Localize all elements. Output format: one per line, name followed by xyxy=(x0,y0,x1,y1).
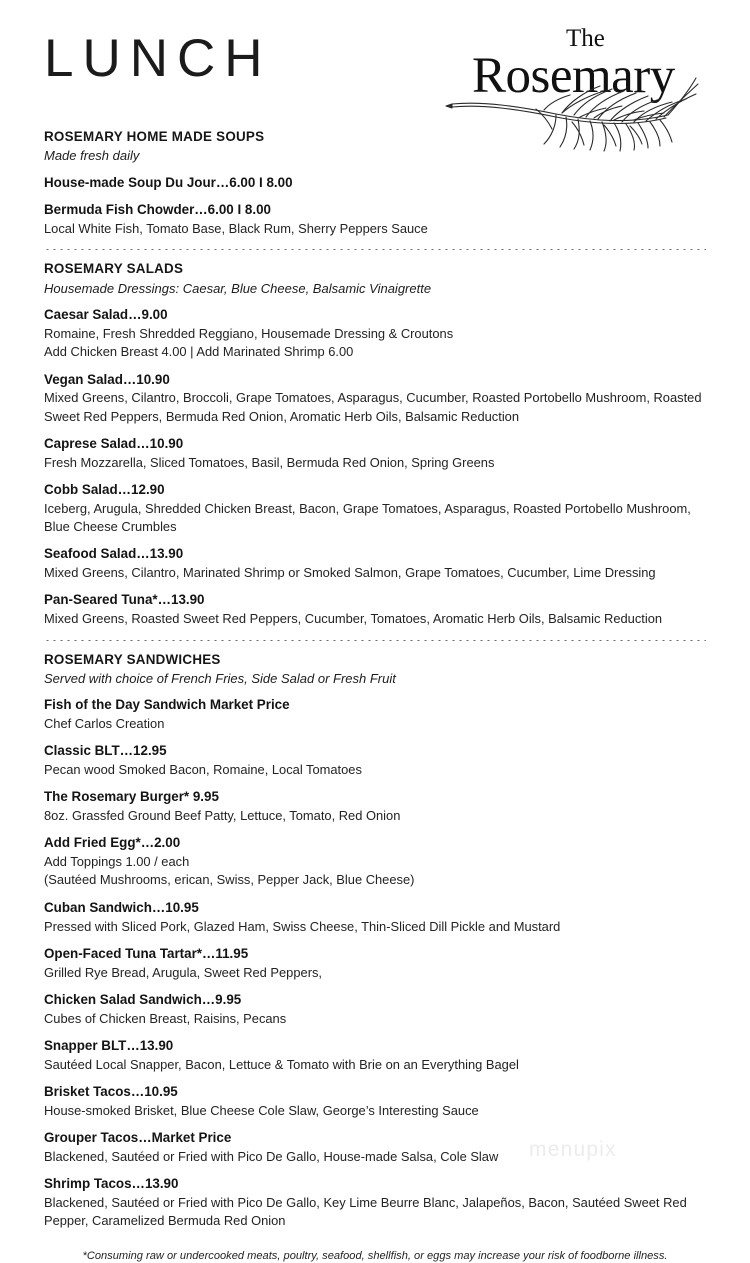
menu-item-name: Chicken Salad Sandwich…9.95 xyxy=(44,991,242,1007)
menu-item-description: Fresh Mozzarella, Sliced Tomatoes, Basil, Bermuda Red Onion, Spring Greens xyxy=(44,454,495,470)
menu-item xyxy=(44,306,706,361)
menu-item xyxy=(44,991,706,1028)
section-sandwiches xyxy=(44,651,706,1231)
menu-item-description: Blackened, Sautéed or Fried with Pico De Gallo, Key Lime Beurre Blanc, Jalapeños, Bacon, Sautéed Sweet Red Pepper, Caramelized Bermuda Red Onion xyxy=(44,1195,687,1229)
allergen-footnote: *Consuming raw or undercooked meats, poultry, seafood, shellfish, or eggs may increase your risk of foodborne illness. xyxy=(82,1249,668,1262)
menu-item-name: Fish of the Day Sandwich Market Price xyxy=(44,697,290,713)
menu-item-description: Mixed Greens, Cilantro, Broccoli, Grape Tomatoes, Asparagus, Cucumber, Roasted Portobello Mushroom, Roasted Sweet Red Peppers, Bermuda Red Onion, Aromatic Herb Oils, Balsamic Reduction xyxy=(44,390,702,424)
menu-item xyxy=(44,371,706,426)
menu-item xyxy=(44,591,706,628)
section-soups xyxy=(44,128,706,238)
menu-item-description: Local White Fish, Tomato Base, Black Rum, Sherry Peppers Sauce xyxy=(44,221,428,237)
menu-item-name: House-made Soup Du Jour…6.00 I 8.00 xyxy=(44,174,293,190)
menu-item-description: Romaine, Fresh Shredded Reggiano, Housemade Dressing & Croutons Add Chicken Breast 4.00 | Add Marinated Shrimp 6.00 xyxy=(44,325,454,360)
menu-item xyxy=(44,201,706,238)
menu-item xyxy=(44,696,706,733)
menu-item xyxy=(44,545,706,582)
menu-item-name: Cuban Sandwich…10.95 xyxy=(44,899,199,915)
section-title: ROSEMARY HOME MADE SOUPS xyxy=(44,129,265,144)
section-divider xyxy=(44,640,706,641)
menu-item-name: Seafood Salad…13.90 xyxy=(44,546,184,562)
section-title: ROSEMARY SANDWICHES xyxy=(44,651,221,667)
menu-item-description: 8oz. Grassfed Ground Beef Patty, Lettuce, Tomato, Red Onion xyxy=(44,808,401,824)
menu-item xyxy=(44,945,706,982)
menu-item-description: Pressed with Sliced Pork, Glazed Ham, Swiss Cheese, Thin-Sliced Dill Pickle and Mustard xyxy=(44,918,561,934)
menu-item xyxy=(44,435,706,472)
menu-item-name: Snapper BLT…13.90 xyxy=(44,1038,174,1054)
menu-item-name: Pan-Seared Tuna*…13.90 xyxy=(44,592,205,608)
menu-header xyxy=(0,0,750,128)
menu-item xyxy=(44,742,706,779)
menu-item-description: Chef Carlos Creation xyxy=(44,715,165,731)
menupix-watermark: menupix xyxy=(529,1138,617,1161)
menu-item-description: House-smoked Brisket, Blue Cheese Cole Slaw, George’s Interesting Sauce xyxy=(44,1102,479,1118)
section-salads xyxy=(44,260,706,628)
menu-item-name: Add Fried Egg*…2.00 xyxy=(44,835,181,851)
menu-item-name: Grouper Tacos…Market Price xyxy=(44,1130,232,1146)
menu-item-description: Mixed Greens, Cilantro, Marinated Shrimp or Smoked Salmon, Grape Tomatoes, Cucumber, Lime Dressing xyxy=(44,565,656,581)
menu-item-name: Classic BLT…12.95 xyxy=(44,743,167,759)
menu-content xyxy=(0,128,750,1263)
section-subtitle: Made fresh daily xyxy=(44,148,140,164)
menu-item-description: Sautéed Local Snapper, Bacon, Lettuce & Tomato with Brie on an Everything Bagel xyxy=(44,1056,519,1072)
menu-item xyxy=(44,1083,706,1120)
menu-item xyxy=(44,1037,706,1074)
section-subtitle: Served with choice of French Fries, Side Salad or Fresh Fruit xyxy=(44,670,396,686)
section-divider xyxy=(44,249,706,250)
menu-item xyxy=(44,481,706,536)
menu-item xyxy=(44,788,706,825)
menu-item xyxy=(44,1129,706,1166)
menu-item-name: Brisket Tacos…10.95 xyxy=(44,1084,178,1100)
page-title: LUNCH xyxy=(44,29,272,88)
menu-item-name: Cobb Salad…12.90 xyxy=(44,481,165,497)
menu-item-name: Vegan Salad…10.90 xyxy=(44,371,170,387)
menu-item-description: Mixed Greens, Roasted Sweet Red Peppers, Cucumber, Tomatoes, Aromatic Herb Oils, Balsamic Reduction xyxy=(44,611,663,627)
menu-item-name: The Rosemary Burger* 9.95 xyxy=(44,789,219,805)
section-subtitle: Housemade Dressings: Caesar, Blue Cheese, Balsamic Vinaigrette xyxy=(44,280,432,296)
menu-item-name: Shrimp Tacos…13.90 xyxy=(44,1176,179,1192)
menu-item-description: Grilled Rye Bread, Arugula, Sweet Red Peppers, xyxy=(44,964,323,980)
logo-word-rosemary: Rosemary xyxy=(472,48,675,104)
menu-item-name: Caesar Salad…9.00 xyxy=(44,307,168,323)
menu-item-description: Iceberg, Arugula, Shredded Chicken Breast, Bacon, Grape Tomatoes, Asparagus, Roasted Portobello Mushroom, Blue Cheese Crumbles xyxy=(44,500,691,535)
section-title: ROSEMARY SALADS xyxy=(44,261,184,277)
menu-item-name: Bermuda Fish Chowder…6.00 I 8.00 xyxy=(44,202,271,218)
menu-item-description: Add Toppings 1.00 / each (Sautéed Mushrooms, erican, Swiss, Pepper Jack, Blue Cheese) xyxy=(44,854,415,888)
menu-item xyxy=(44,174,706,193)
restaurant-logo xyxy=(444,18,712,140)
menu-item xyxy=(44,834,706,889)
menu-item-description: Pecan wood Smoked Bacon, Romaine, Local Tomatoes xyxy=(44,762,362,778)
menu-item xyxy=(44,899,706,936)
menu-item-description: Blackened, Sautéed or Fried with Pico De Gallo, House-made Salsa, Cole Slaw xyxy=(44,1148,499,1164)
menu-item-description: Cubes of Chicken Breast, Raisins, Pecans xyxy=(44,1010,287,1026)
menu-item-name: Open-Faced Tuna Tartar*…11.95 xyxy=(44,945,249,961)
logo-word-the: The xyxy=(566,25,605,52)
menu-item xyxy=(44,1175,706,1230)
logo-svg xyxy=(444,18,712,140)
menu-item-name: Caprese Salad…10.90 xyxy=(44,435,184,451)
